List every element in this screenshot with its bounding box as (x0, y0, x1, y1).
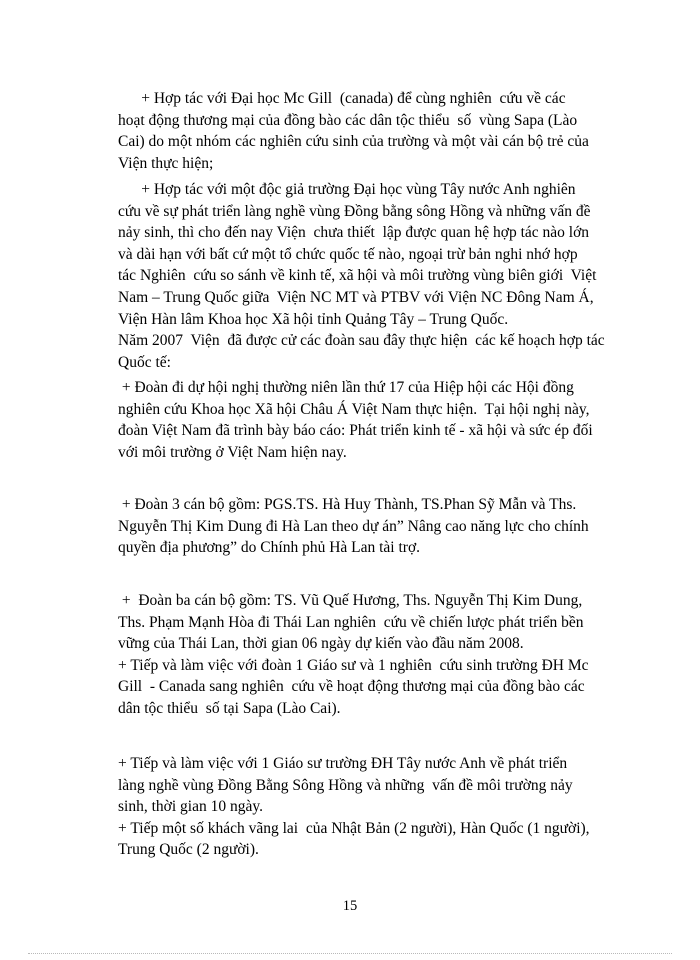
text-line: Trung Quốc (2 người). (118, 841, 259, 859)
text-line: + Tiếp một số khách vãng lai của Nhật Bản (2 người), Hàn Quốc (1 người), (118, 819, 590, 837)
text-line: hoạt động thương mại của đồng bào các dân tộc thiểu số vùng Sapa (Lào (118, 111, 578, 129)
text-line: Nguyễn Thị Kim Dung đi Hà Lan theo dự án” Nâng cao năng lực cho chính (118, 517, 589, 535)
page-bottom-rule (28, 953, 672, 954)
text-line: với môi trường ở Việt Nam hiện nay. (118, 443, 347, 461)
text-line: Cai) do một nhóm các nghiên cứu sinh của trường và một vài cán bộ trẻ của (118, 133, 589, 151)
text-line: Quốc tế: (118, 353, 171, 371)
paragraph-mcgill-cooperation (118, 88, 588, 174)
text-line: Gill - Canada sang nghiên cứu về hoạt động thương mại của đồng bào các (118, 678, 585, 696)
text-line: dân tộc thiểu số tại Sapa (Lào Cai). (118, 699, 341, 717)
paragraph-western-univ-visit (118, 753, 588, 861)
text-line: Viện Hàn lâm Khoa học Xã hội tỉnh Quảng Tây – Trung Quốc. (118, 310, 509, 328)
text-line: nghiên cứu Khoa học Xã hội Châu Á Việt Nam thực hiện. Tại hội nghị này, (118, 400, 590, 418)
paragraph-delegation-thailand (118, 590, 588, 720)
text-line: Nam – Trung Quốc giữa Viện NC MT và PTBV với Viện NC Đông Nam Á, (118, 288, 594, 306)
text-line: + Tiếp và làm việc với 1 Giáo sư trường ĐH Tây nước Anh về phát triển (118, 755, 568, 772)
text-line: + Tiếp và làm việc với đoàn 1 Giáo sư và 1 nghiên cứu sinh trường ĐH Mc (118, 656, 589, 674)
text-line: + Hợp tác với một độc giả trường Đại học vùng Tây nước Anh nghiên (118, 181, 576, 198)
text-line: cứu về sự phát triển làng nghề vùng Đồng bằng sông Hồng và những vấn đề (118, 202, 591, 220)
text-line: đoàn Việt Nam đã trình bày báo cáo: Phát triển kinh tế - xã hội và sức ép đối (118, 422, 593, 440)
page-number: 15 (342, 898, 358, 914)
text-line: Năm 2007 Viện đã được cử các đoàn sau đây thực hiện các kế hoạch hợp tác (118, 332, 605, 350)
paragraph-delegation-netherlands (118, 494, 588, 559)
text-line: Viện thực hiện; (118, 154, 214, 172)
text-line: quyền địa phương” do Chính phủ Hà Lan tài trợ. (118, 539, 421, 557)
paragraph-delegation-asia-council (118, 377, 593, 463)
text-line: vững của Thái Lan, thời gian 06 ngày dự kiến vào đầu năm 2008. (118, 635, 524, 653)
text-line: + Đoàn ba cán bộ gồm: TS. Vũ Quế Hương, Ths. Nguyễn Thị Kim Dung, (118, 592, 583, 609)
text-line: và dài hạn với bất cứ một tổ chức quốc tế nào, ngoại trừ bản nghi nhớ hợp (118, 245, 578, 263)
text-line: + Đoàn 3 cán bộ gồm: PGS.TS. Hà Huy Thành, TS.Phan Sỹ Mẫn và Ths. (118, 496, 577, 513)
paragraph-western-univ-cooperation (118, 179, 605, 373)
text-line: tác Nghiên cứu so sánh về kinh tế, xã hội và môi trường vùng biên giới Việt (118, 267, 597, 285)
text-line: + Đoàn đi dự hội nghị thường niên lần thứ 17 của Hiệp hội các Hội đồng (118, 379, 574, 396)
text-line: Ths. Phạm Mạnh Hòa đi Thái Lan nghiên cứu về chiến lược phát triển bền (118, 613, 584, 631)
text-line: + Hợp tác với Đại học Mc Gill (canada) để cùng nghiên cứu về các (118, 90, 566, 107)
text-line: nảy sinh, thì cho đến nay Viện chưa thiết lập được quan hệ hợp tác nào lớn (118, 224, 590, 242)
text-line: sinh, thời gian 10 ngày. (118, 798, 263, 816)
text-line: làng nghề vùng Đồng Bằng Sông Hồng và những vấn đề môi trường nảy (118, 776, 573, 794)
